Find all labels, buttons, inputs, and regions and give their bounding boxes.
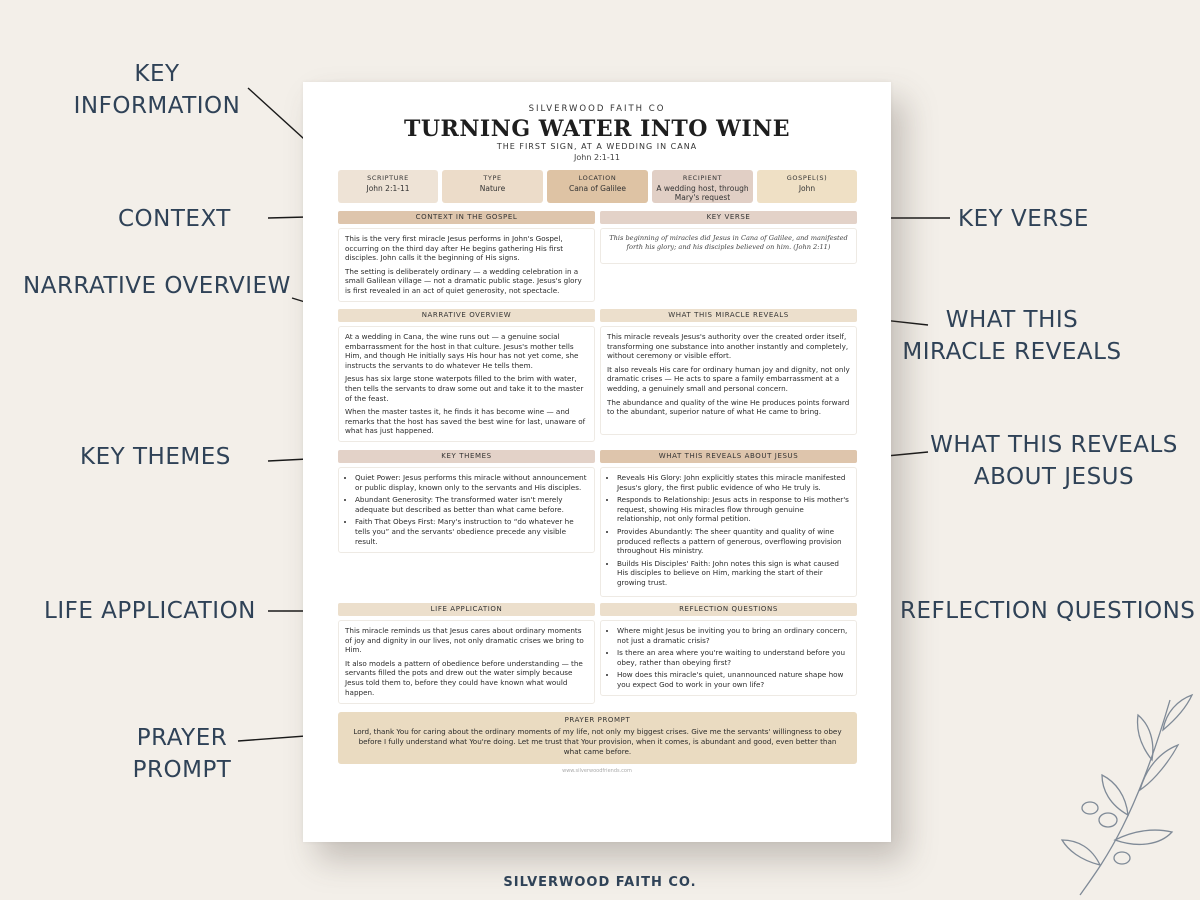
list-item: • Reveals His Glory: John explicitly states this miracle manifested Jesus's glory, the first public evidence of who He truly is. <box>617 473 850 492</box>
list-item: • Provides Abundantly: The sheer quantity and quality of wine produced reflects a pattern of generous, overflowing provision throughout His ministry. <box>617 527 850 556</box>
callout-what-this-reveals-about-jesus: WHAT THIS REVEALS ABOUT JESUS <box>930 432 1178 490</box>
themes-body <box>338 467 595 553</box>
list-item: • Abundant Generosity: The transformed water isn't merely adequate but described as better than what came before. <box>355 495 588 514</box>
miracle-reveals-heading: WHAT THIS MIRACLE REVEALS <box>600 309 857 322</box>
sheet-title: TURNING WATER INTO WINE <box>403 116 790 142</box>
list-item: • Quiet Power: Jesus performs this miracle without announcement or public display, known only to the servants and His disciples. <box>355 473 588 492</box>
prayer-text: Lord, thank You for caring about the ordinary moments of my life, not only my biggest crises. Give me the servants' willingness to obey before I fully understand what You're doing. Let me trust that Your provision, when it comes, is abundant and good, even better than what came before. <box>353 727 842 756</box>
key-verse-body: This beginning of miracles did Jesus in Cana of Galilee, and manifested forth his glory; and his disciples believed on him. (John 2:11) <box>600 228 857 264</box>
prayer-heading: PRAYER PROMPT <box>564 716 631 724</box>
info-location: LOCATION Cana of Galilee <box>547 170 648 203</box>
list-item: • Faith That Obeys First: Mary's instruction to “do whatever he tells you” and the servants' obedience precede any visible result. <box>355 517 588 546</box>
key-verse-heading: KEY VERSE <box>600 211 857 224</box>
info-scripture: SCRIPTURE John 2:1-11 <box>338 170 438 203</box>
callout-prayer-prompt: PRAYER PROMPT <box>132 725 232 783</box>
themes-heading: KEY THEMES <box>338 450 595 463</box>
sheet-reference: John 2:1-11 <box>574 153 620 162</box>
life-application-heading: LIFE APPLICATION <box>338 603 595 616</box>
about-jesus-heading: WHAT THIS REVEALS ABOUT JESUS <box>600 450 857 463</box>
miracle-reveals-body: This miracle reveals Jesus's authority over the created order itself, transforming one substance into another instantly and completely, without ceremony or visible effort. It also reveals His care for ordinary human joy and dignity, not only dramatic crises — He acts to spare a family embarrassment at a wedding, a genuinely small and personal concern. The abundance and quality of the wine He produces points forward to the abundant, superior nature of what He came to bring. <box>600 326 857 435</box>
reflection-body <box>600 620 857 696</box>
olive-branch-icon <box>1060 690 1200 900</box>
context-heading: CONTEXT IN THE GOSPEL <box>338 211 595 224</box>
narrative-body: At a wedding in Cana, the wine runs out — a genuine social embarrassment for the host in that culture. Jesus's mother tells Him, and though He initially says His hour has not yet come, she instructs the servants to do whatever He tells them. Jesus has six large stone waterpots filled to the brim with water, then tells the servants to draw some out and take it to the master of the feast. When the master tastes it, he finds it has become wine — and remarks that the host has saved the best wine for last, unaware of what has just happened. <box>338 326 595 442</box>
reflection-heading: REFLECTION QUESTIONS <box>600 603 857 616</box>
callout-life-application: LIFE APPLICATION <box>44 598 256 624</box>
info-recipient: RECIPIENT A wedding host, through Mary's request <box>652 170 753 203</box>
list-item: • Where might Jesus be inviting you to bring an ordinary concern, not just a dramatic crisis? <box>617 626 850 645</box>
sheet-subtitle: THE FIRST SIGN, AT A WEDDING IN CANA <box>496 142 698 151</box>
info-type: TYPE Nature <box>442 170 543 203</box>
callout-key-information: KEY INFORMATION <box>73 61 241 119</box>
info-gospels: GOSPEL(S) John <box>757 170 857 203</box>
list-item: • Is there an area where you're waiting to understand before you obey, rather than obeying first? <box>617 648 850 667</box>
callout-reflection-questions: REFLECTION QUESTIONS <box>900 598 1196 624</box>
callout-key-verse: KEY VERSE <box>958 206 1089 232</box>
prayer-box <box>338 712 857 764</box>
context-body: This is the very first miracle Jesus performs in John's Gospel, occurring on the third day after He begins gathering His first disciples. John calls it the beginning of His signs. The setting is deliberately ordinary — a wedding celebration in a small Galilean village — not a dramatic public stage. Jesus's glory is first revealed in an act of quiet generosity, not spectacle. <box>338 228 595 302</box>
sheet-brand: SILVERWOOD FAITH CO <box>528 104 666 114</box>
callout-narrative-overview: NARRATIVE OVERVIEW <box>23 273 291 299</box>
list-item: • How does this miracle's quiet, unannounced nature shape how you expect God to work in your own life? <box>617 670 850 689</box>
study-sheet <box>303 82 891 842</box>
list-item: • Builds His Disciples' Faith: John notes this sign is what caused His disciples to believe on Him, marking the start of their growing trust. <box>617 559 850 588</box>
website: www.silverwoodfriends.com <box>562 768 632 774</box>
callout-what-this-miracle-reveals: WHAT THIS MIRACLE REVEALS <box>902 307 1122 365</box>
life-application-body: This miracle reminds us that Jesus cares about ordinary moments of joy and dignity in our lives, not only dramatic crises we bring to Him. It also models a pattern of obedience before understanding — the servants filled the pots and drew out the water simply because Jesus told them to, before they could have known what would happen. <box>338 620 595 704</box>
narrative-heading: NARRATIVE OVERVIEW <box>338 309 595 322</box>
callout-context: CONTEXT <box>118 206 231 232</box>
footer-brand: SILVERWOOD FAITH CO. <box>503 875 697 890</box>
key-information-row <box>338 170 857 203</box>
callout-key-themes: KEY THEMES <box>80 444 231 470</box>
list-item: • Responds to Relationship: Jesus acts in response to His mother's request, showing His miracles flow through genuine relationship, not only formal petition. <box>617 495 850 524</box>
about-jesus-body <box>600 467 857 597</box>
